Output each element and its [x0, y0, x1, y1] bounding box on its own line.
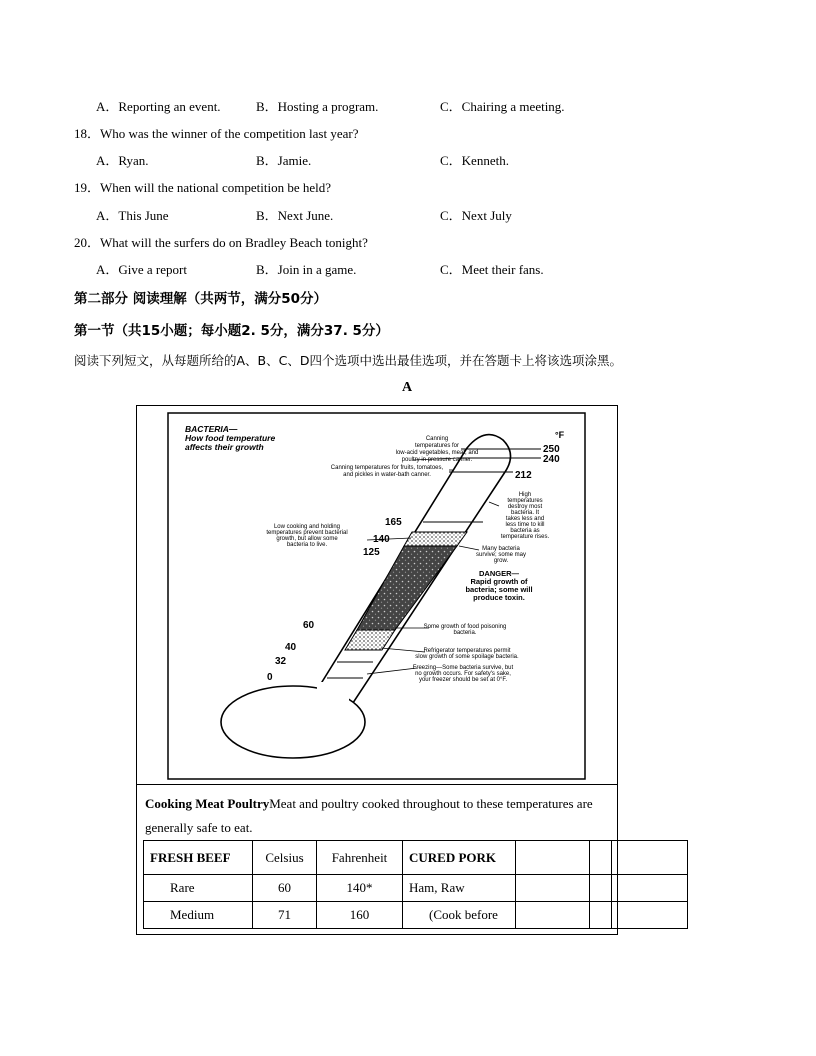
q20-option-c: C．Meet their fans. — [440, 262, 544, 277]
note-danger-2: Rapid growth of — [470, 577, 528, 586]
temp-0: 0 — [267, 672, 273, 683]
q18-option-b: B．Jamie. — [256, 153, 312, 168]
note-danger-4: produce toxin. — [473, 593, 525, 602]
cell-empty — [516, 875, 590, 902]
note-freezing-2: no growth occurs. For safety's sake, — [415, 671, 511, 677]
note-many-survive-3: grow. — [493, 558, 509, 564]
header-empty-1 — [516, 841, 590, 875]
note-danger-1: DANGER— — [478, 569, 520, 578]
note-high-temps-5: takes less and — [505, 516, 545, 522]
q18-option-a: A．Ryan. — [96, 153, 149, 168]
note-canning-fruits-2: and pickles in water-bath canner. — [343, 472, 431, 478]
temp-60: 60 — [303, 620, 315, 631]
part-heading: 第二部分 阅读理解（共两节，满分50分） — [74, 291, 327, 307]
header-fahrenheit: Fahrenheit — [317, 841, 403, 875]
cell-empty — [590, 875, 612, 902]
q20-option-a: A．Give a report — [96, 262, 187, 277]
note-refrigerator-2: slow growth of some spoilage bacteria. — [415, 654, 519, 660]
q17-option-c: C．Chairing a meeting. — [440, 99, 565, 114]
figure-caption — [145, 792, 611, 840]
note-high-temps-7: bacteria as — [510, 528, 540, 534]
section-heading: 第一节（共15小题；每小题2. 5分，满分37. 5分） — [74, 323, 389, 339]
q20-stem: 20．What will the surfers do on Bradley Beach tonight? — [74, 235, 368, 250]
instructions: 阅读下列短文，从每题所给的A、B、C、D四个选项中选出最佳选项，并在答题卡上将该选项涂黑。 — [74, 353, 622, 368]
note-high-temps-6: less time to kill — [505, 522, 545, 528]
bulb-neck — [317, 682, 349, 712]
note-danger-3: bacteria; some will — [465, 585, 533, 594]
cell-medium: Medium — [144, 902, 253, 929]
temp-250: 250 — [543, 444, 560, 455]
q19-option-b: B．Next June. — [256, 208, 334, 223]
cell-rare-fahrenheit: 140* — [317, 875, 403, 902]
note-refrigerator-1: Refrigerator temperatures permit — [423, 648, 511, 654]
note-canning-low-acid-3: low-acid vegetables, meat, and — [395, 450, 479, 456]
note-some-growth-2: bacteria. — [453, 630, 477, 636]
cell-medium-celsius: 71 — [253, 902, 317, 929]
caption-title: Cooking Meat Poultry — [145, 796, 270, 811]
note-canning-low-acid-4: poultry in pressure canner. — [401, 457, 473, 463]
q17-option-a: A．Reporting an event. — [96, 99, 221, 114]
cell-medium-fahrenheit: 160 — [317, 902, 403, 929]
q19-stem: 19．When will the national competition be held? — [74, 180, 332, 195]
survive-zone — [404, 532, 467, 546]
note-high-temps-8: temperature rises. — [500, 534, 550, 540]
header-cured-pork: CURED PORK — [403, 841, 516, 875]
cooking-temperature-table — [143, 840, 688, 929]
temp-125: 125 — [363, 547, 380, 558]
table-header-row — [144, 841, 688, 875]
cell-empty — [590, 902, 612, 929]
figure-title-2: How food temperature — [185, 433, 276, 443]
note-low-cooking-2: temperatures prevent bacterial — [266, 530, 348, 536]
note-freezing-1: Freezing—Some bacteria survive, but — [412, 665, 514, 671]
figure-title-1: BACTERIA— — [185, 424, 238, 434]
note-high-temps-1: High — [518, 492, 532, 498]
cell-empty — [612, 875, 688, 902]
note-many-survive-1: Many bacteria — [482, 546, 520, 552]
cell-ham-raw: Ham, Raw — [403, 875, 516, 902]
figure-title-3: affects their growth — [185, 442, 264, 452]
note-high-temps-3: destroy most — [507, 504, 543, 510]
note-canning-fruits-1: Canning temperatures for fruits, tomatoes, — [330, 465, 444, 471]
q19-option-a: A．This June — [96, 208, 169, 223]
note-canning-low-acid-2: temperatures for — [414, 443, 460, 449]
temp-165: 165 — [385, 517, 402, 528]
cell-empty — [612, 902, 688, 929]
passage-letter: A — [402, 380, 413, 395]
q17-option-b: B．Hosting a program. — [256, 99, 379, 114]
note-low-cooking-3: growth, but allow some — [276, 536, 338, 542]
header-empty-3 — [612, 841, 688, 875]
header-fresh-beef: FRESH BEEF — [144, 841, 253, 875]
temp-32: 32 — [275, 656, 287, 667]
note-freezing-3: your freezer should be set at 0°F. — [418, 677, 508, 683]
note-high-temps-4: bacteria. It — [510, 510, 540, 516]
header-empty-2 — [590, 841, 612, 875]
temp-40: 40 — [285, 642, 297, 653]
caption-text: Meat and poultry cooked throughout to these temperatures are generally safe to eat. — [145, 796, 593, 835]
caption-separator — [137, 784, 617, 785]
note-high-temps-2: temperatures — [507, 498, 543, 504]
q20-option-b: B．Join in a game. — [256, 262, 357, 277]
note-many-survive-2: survive; some may — [475, 552, 527, 558]
thermometer-diagram — [167, 412, 587, 784]
q18-stem: 18．Who was the winner of the competition last year? — [74, 126, 359, 141]
cell-cook-before: (Cook before — [403, 902, 516, 929]
cell-rare: Rare — [144, 875, 253, 902]
note-some-growth-1: Some growth of food poisoning — [423, 624, 507, 630]
cell-empty — [516, 902, 590, 929]
temp-212: 212 — [515, 470, 532, 481]
note-low-cooking-4: bacteria to live. — [286, 542, 328, 548]
note-low-cooking-1: Low cooking and holding — [273, 524, 341, 530]
unit-label: °F — [555, 430, 565, 440]
cell-rare-celsius: 60 — [253, 875, 317, 902]
table-row — [144, 875, 688, 902]
temp-140: 140 — [373, 534, 390, 545]
temp-240: 240 — [543, 454, 560, 465]
header-celsius: Celsius — [253, 841, 317, 875]
note-canning-low-acid-1: Canning — [425, 436, 449, 442]
q18-option-c: C．Kenneth. — [440, 153, 509, 168]
q19-option-c: C．Next July — [440, 208, 512, 223]
table-row — [144, 902, 688, 929]
